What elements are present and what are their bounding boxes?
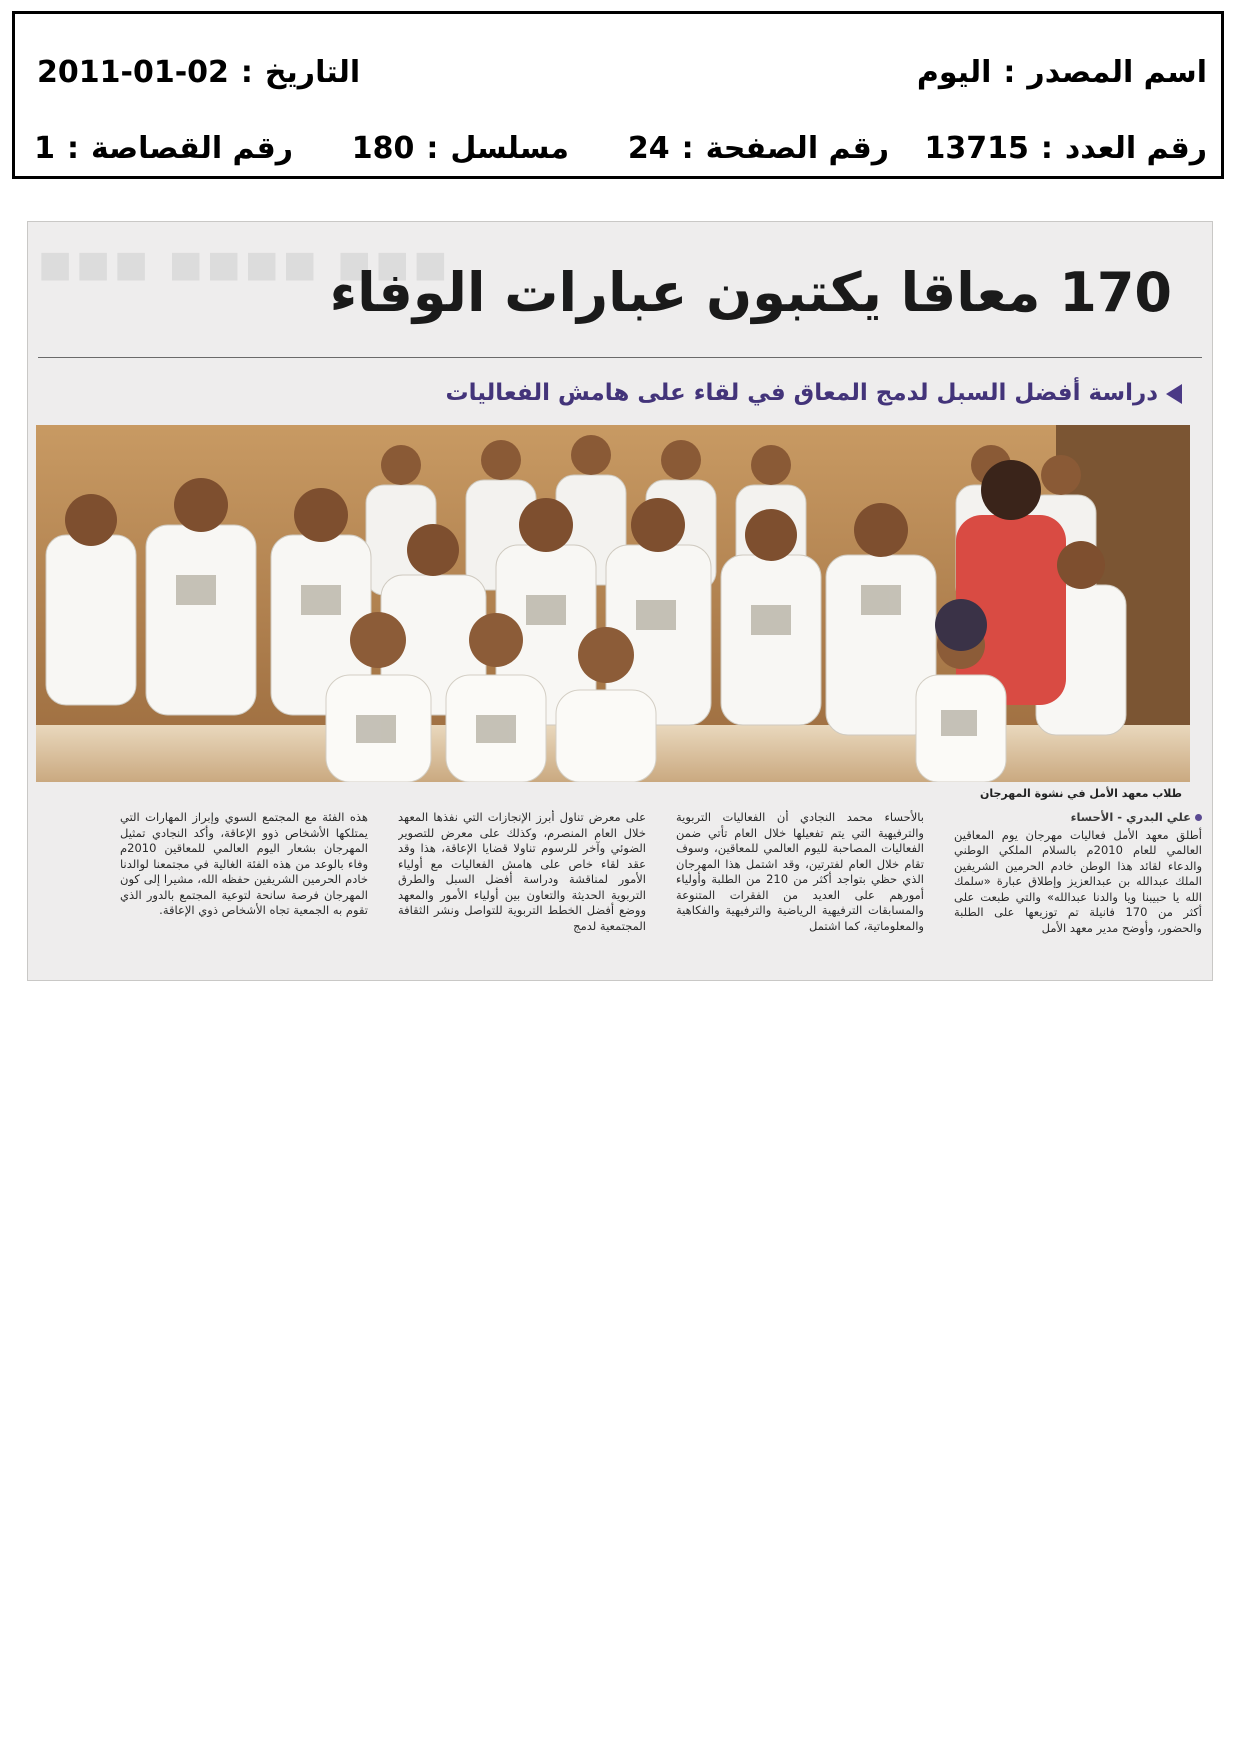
article-body: [38, 810, 1202, 970]
issue-field: [925, 124, 1207, 174]
page-number-value: 24: [627, 131, 670, 166]
issue-separator: :: [1040, 131, 1053, 166]
headline-divider: [38, 357, 1202, 358]
column-text-3: على معرض تناول أبرز الإنجازات التي نفذها المعهد خلال العام المنصرم، وكذلك على معرض للتصوير الضوئي وآخر للرسوم تناولا قضايا الإعاقة، هذا وقد عقد لقاء خاص على هامش الفعاليات مع أولياء الأمور لمناقشة ودراسة أفضل السبل والطرق التربوية الحديثة والتعاون بين أولياء الأمور والمعهد ووضع أفضل الخطط التربوية للتواصل ونشر الثقافة المجتمعية لدمج: [398, 810, 646, 933]
students-group-photo: [36, 425, 1190, 782]
serial-field: [352, 124, 569, 174]
source-value: اليوم: [916, 55, 992, 90]
article-photo: [36, 425, 1190, 782]
column-text-1: أطلق معهد الأمل فعاليات مهرجان يوم المعاقين العالمي للعام 2010م بالسلام الملكي الوطني والدعاء لقائد هذا الوطن خادم الحرمين الشريفين الملك عبدالله بن عبدالعزيز وإطلاق عبارة «سلمك الله يا حبيبنا ويا والدنا عبدالله» والتي طبعت على أكثر من 170 فانيلة تم توزيعها على الطلبة والحضور، وأوضح مدير معهد الأمل: [954, 827, 1202, 935]
serial-label: مسلسل: [450, 131, 569, 166]
source-label: اسم المصدر: [1027, 55, 1207, 90]
info-row-top: [15, 48, 1221, 98]
byline: [954, 810, 1202, 826]
article-column: [676, 810, 924, 970]
clip-number-label: رقم القصاصة: [90, 131, 293, 166]
article-column: [954, 810, 1202, 970]
clip-number-separator: :: [66, 131, 79, 166]
issue-value: 13715: [924, 131, 1029, 166]
date-separator: :: [240, 55, 253, 90]
clipping-info-box: [12, 11, 1224, 179]
article-column: [398, 810, 646, 970]
date-value: 2011-01-02: [37, 55, 229, 90]
bullet-dot-icon: [1195, 814, 1202, 821]
triangle-marker-icon: [1166, 384, 1182, 404]
article-headline: 170 معاقا يكتبون عبارات الوفاء: [329, 261, 1172, 324]
column-text-4: هذه الفئة مع المجتمع السوي وإبراز المهارات التي يمتلكها الأشخاص ذوو الإعاقة، وأكد النجادي تمثيل المهرجان بشعار اليوم العالمي للمعاقين 2010م وفاء بالوعد من هذه الفئة الغالية في مجتمعنا لوالدنا خادم الحرمين الشريفين حفظه الله، مشيرا إلى كون المهرجان فرصة سانحة لتوعية المجتمع بالدور الذي تقوم به الجمعية تجاه الأشخاص ذوي الإعاقة.: [120, 810, 368, 917]
source-field: [917, 48, 1207, 98]
source-separator: :: [1003, 55, 1016, 90]
date-label: التاريخ: [264, 55, 361, 90]
serial-value: 180: [351, 131, 415, 166]
subheadline-text: دراسة أفضل السبل لدمج المعاق في لقاء على هامش الفعاليات: [445, 380, 1158, 406]
article-column: [120, 810, 368, 970]
photo-caption: طلاب معهد الأمل في نشوة المهرجان: [979, 787, 1182, 800]
page-number-label: رقم الصفحة: [705, 131, 889, 166]
serial-separator: :: [426, 131, 439, 166]
issue-label: رقم العدد: [1064, 131, 1207, 166]
column-text-2: بالأحساء محمد النجادي أن الفعاليات التربوية والترفيهية التي يتم تفعيلها خلال العام تأتي ضمن الفعاليات المصاحبة لليوم العالمي للمعاقين، وسوف تقام خلال العام لفترتين، وقد اشتمل هذا المهرجان الذي حظي بتواجد أكثر من 210 من الطلبة وأولياء أمورهم على العديد من الفقرات المتنوعة والمسابقات الترفيهية الرياضية والترفيهية والفكاهية والمعلوماتية، كما اشتمل: [676, 810, 924, 933]
article-subheadline: [446, 376, 1182, 410]
bleed-through-text: ■■■ ■■■■ ■■■: [38, 244, 452, 285]
clip-number-value: 1: [34, 131, 55, 166]
page-number-separator: :: [681, 131, 694, 166]
newspaper-clipping: [27, 221, 1213, 981]
clip-number-field: [34, 124, 293, 174]
date-field: [37, 48, 360, 98]
byline-text: علي البدري - الأحساء: [1070, 810, 1191, 824]
info-row-bottom: [15, 124, 1221, 174]
page-number-field: [628, 124, 889, 174]
